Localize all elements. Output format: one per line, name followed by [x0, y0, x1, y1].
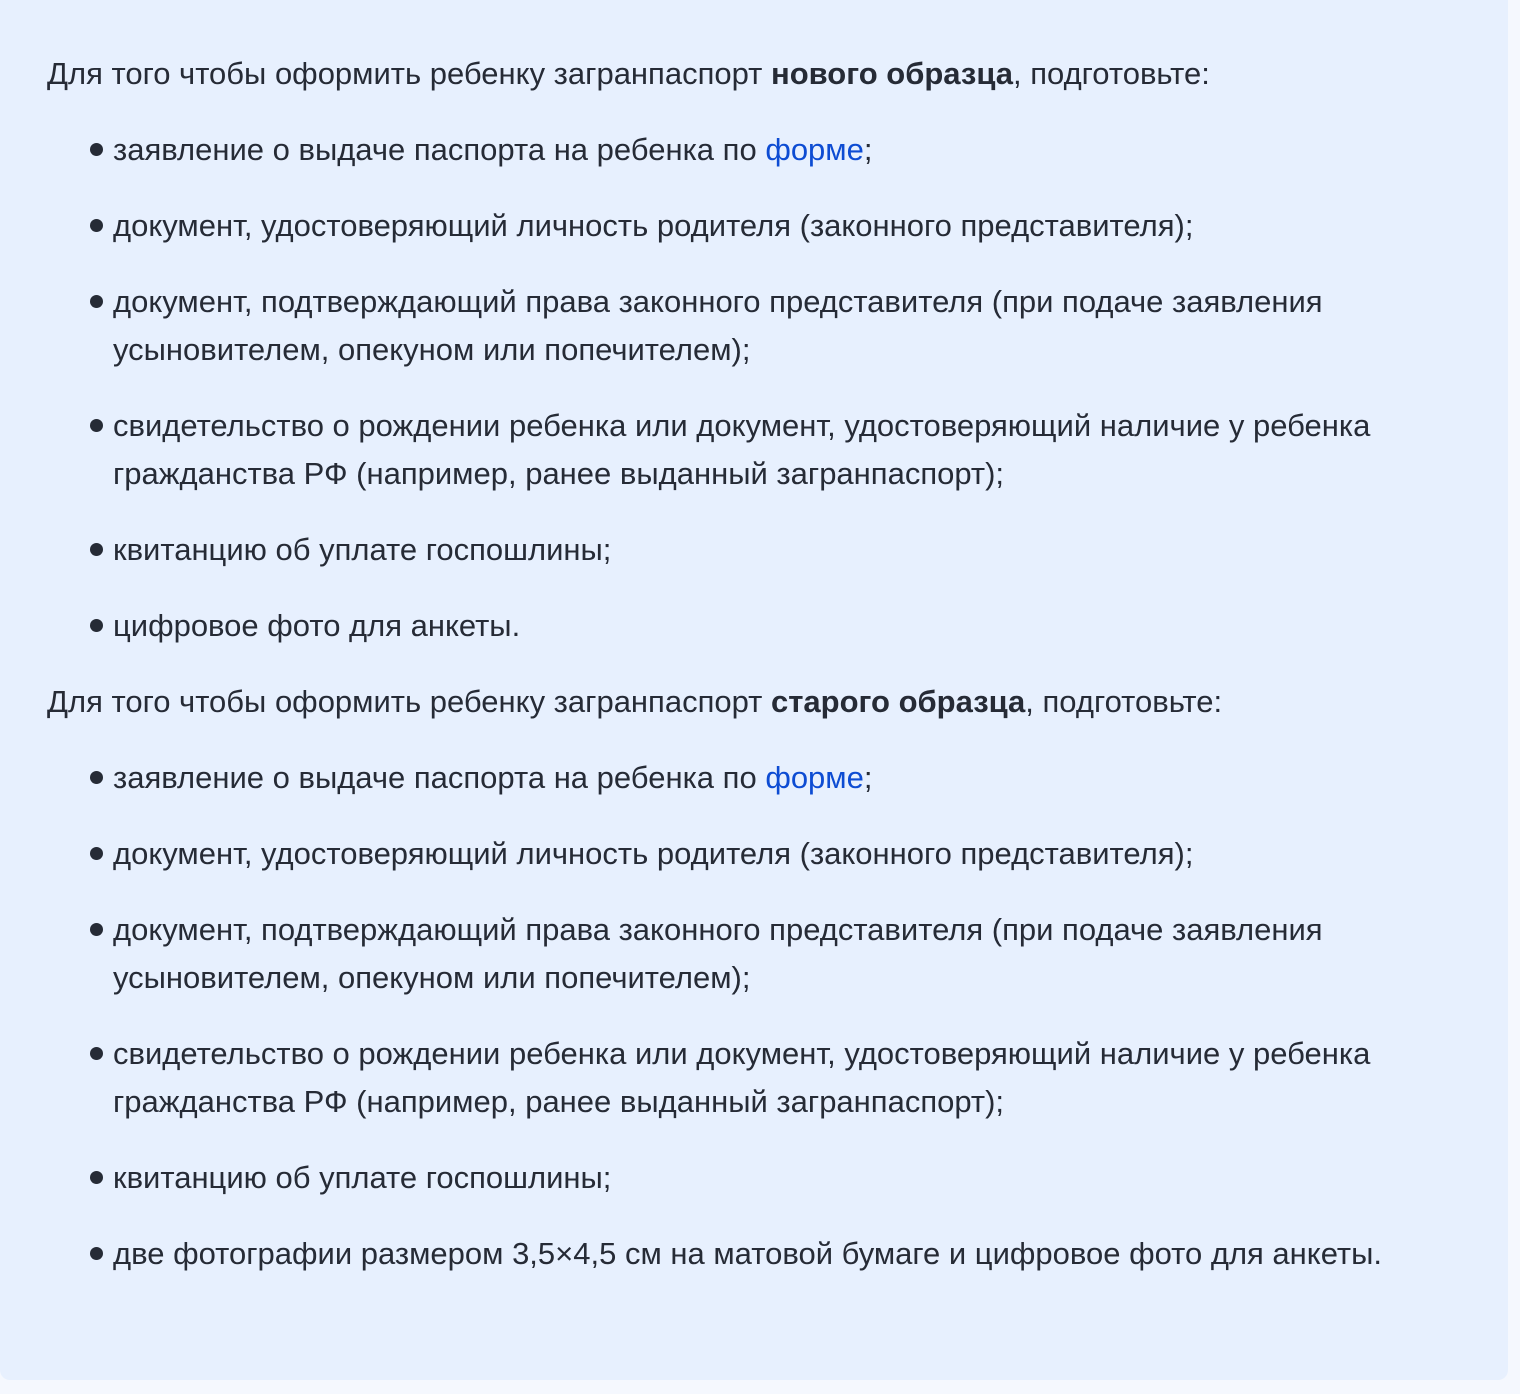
bullet-icon [90, 419, 103, 432]
list-item [47, 1030, 1460, 1126]
list-item [47, 602, 1460, 650]
bullet-icon [90, 771, 103, 784]
old-passport-intro [47, 678, 1460, 726]
list-item-text: две фотографии размером 3,5×4,5 см на матовой бумаге и цифровое фото для анкеты. [113, 1236, 1383, 1271]
list-item-text-after: ; [863, 132, 873, 167]
bullet-icon [90, 1171, 103, 1184]
bullet-icon [90, 619, 103, 632]
intro-text-bold: нового образца [770, 56, 1014, 91]
bullet-icon [90, 219, 103, 232]
intro-text-after: , подготовьте: [1013, 56, 1210, 91]
list-item [47, 1230, 1460, 1278]
intro-text-before: Для того чтобы оформить ребенку загранпаспорт [47, 684, 771, 719]
new-passport-section [47, 50, 1460, 650]
list-item-text: документ, удостоверяющий личность родителя (законного представителя); [113, 836, 1194, 871]
bullet-icon [90, 847, 103, 860]
old-passport-section [47, 678, 1460, 1278]
list-item-text: свидетельство о рождении ребенка или документ, удостоверяющий наличие у ребенка гражданства РФ (например, ранее выданный загранпаспорт); [113, 408, 1371, 491]
new-passport-intro [47, 50, 1460, 98]
list-item-text: цифровое фото для анкеты. [113, 608, 521, 643]
bullet-icon [90, 923, 103, 936]
intro-text-bold: старого образца [770, 684, 1026, 719]
list-item [47, 402, 1460, 498]
application-form-link[interactable]: форме [765, 132, 864, 167]
list-item-text: документ, удостоверяющий личность родителя (законного представителя); [113, 208, 1194, 243]
application-form-link[interactable]: форме [765, 760, 864, 795]
list-item-text: квитанцию об уплате госпошлины; [113, 1160, 612, 1195]
intro-text-after: , подготовьте: [1025, 684, 1223, 719]
list-item-text-before: заявление о выдаче паспорта на ребенка по [113, 760, 766, 795]
list-item-text: свидетельство о рождении ребенка или документ, удостоверяющий наличие у ребенка гражданства РФ (например, ранее выданный загранпаспорт); [113, 1036, 1371, 1119]
list-item [47, 1154, 1460, 1202]
list-item-text-after: ; [863, 760, 873, 795]
list-item-text-before: заявление о выдаче паспорта на ребенка по [113, 132, 766, 167]
bullet-icon [90, 1047, 103, 1060]
bullet-icon [90, 543, 103, 556]
list-item-text: квитанцию об уплате госпошлины; [113, 532, 612, 567]
list-item [47, 830, 1460, 878]
list-item [47, 126, 1460, 174]
bullet-icon [90, 295, 103, 308]
old-passport-document-list [47, 754, 1460, 1278]
list-item [47, 526, 1460, 574]
new-passport-document-list [47, 126, 1460, 650]
intro-text-before: Для того чтобы оформить ребенку загранпаспорт [47, 56, 771, 91]
bullet-icon [90, 1247, 103, 1260]
list-item [47, 278, 1460, 374]
list-item [47, 202, 1460, 250]
list-item-text: документ, подтверждающий права законного представителя (при подаче заявления усыновителем, опекуном или попечителем); [113, 284, 1323, 367]
list-item-text: документ, подтверждающий права законного представителя (при подаче заявления усыновителем, опекуном или попечителем); [113, 912, 1323, 995]
bullet-icon [90, 143, 103, 156]
list-item [47, 754, 1460, 802]
list-item [47, 906, 1460, 1002]
